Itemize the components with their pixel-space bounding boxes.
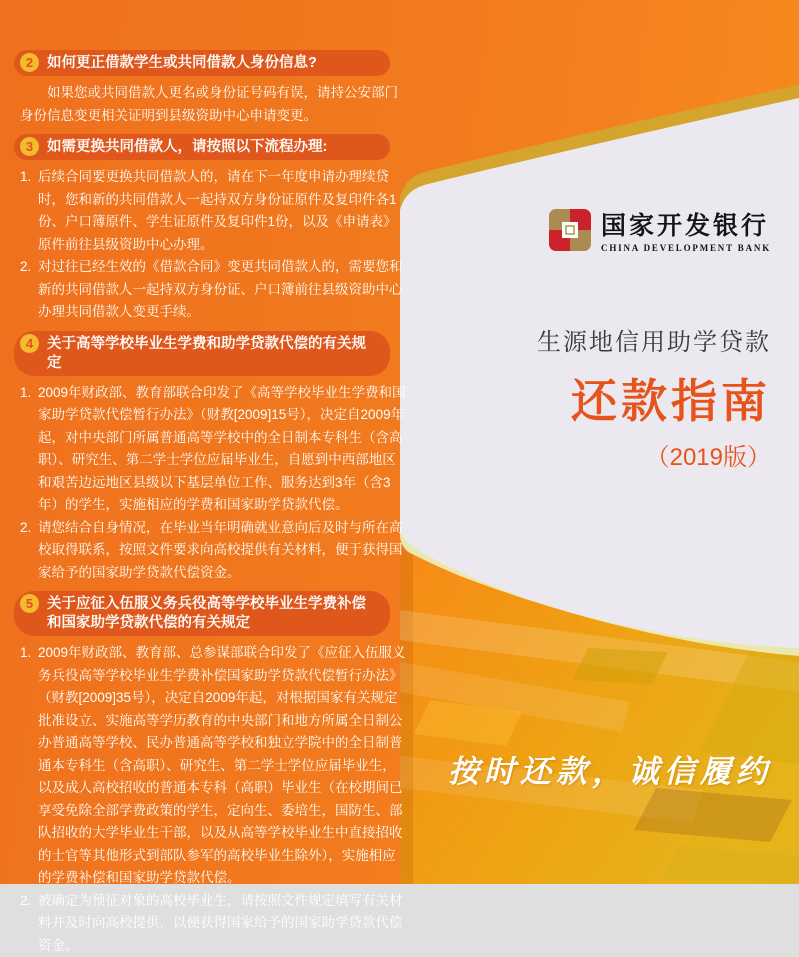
section-title: 如需更换共同借款人，请按照以下流程办理: bbox=[47, 137, 327, 157]
item-text: 2009年财政部、教育部联合印发了《高等学校毕业生学费和国家助学贷款代偿暂行办法》（财教[2009]15号），决定自2009年起，对中央部门所属普通高等学校中的全日制本专科生（含高职）、研究生、第二学士学位应届毕业生，自愿到中西部地区和艰苦边远地区县级以下基层单位工作、服务达到3年（含3年）的学生，实施相应的学费和国家助学贷款代偿。 bbox=[38, 382, 408, 517]
item-text: 被确定为预征对象的高校毕业生，请按照文件规定填写有关材料并及时向高校提供，以便获得国家给予的国家助学贷款代偿资金。 bbox=[38, 890, 408, 957]
list-item bbox=[20, 517, 408, 585]
section-title: 如何更正借款学生或共同借款人身份信息? bbox=[47, 53, 317, 73]
right-panel bbox=[400, 0, 799, 884]
list-item bbox=[20, 642, 408, 890]
section-identity-correction bbox=[14, 50, 408, 127]
item-text: 对过往已经生效的《借款合同》变更共同借款人的，需要您和新的共同借款人一起持双方身份证、户口簿前往县级资助中心办理共同借款人变更手续。 bbox=[38, 256, 408, 324]
bank-name-cn: 国家开发银行 bbox=[601, 206, 771, 242]
item-number: 1. bbox=[20, 166, 38, 256]
item-text: 2009年财政部、教育部、总参谋部联合印发了《应征入伍服义务兵役高等学校毕业生学费补偿国家助学贷款代偿暂行办法》（财教[2009]35号），决定自2009年起，对根据国家有关规定批准设立、实施高等学历教育的中央部门和地方所属全日制公办普通高等学校、民办普通高等学校和独立学院中的全日制普通本专科生（含高职）、研究生、第二学士学位应届毕业生，以及成人高校招收的普通本专科（高职）毕业生（在校期间已享受免除全部学费政策的学生，定向生、委培生，国防生、部队招收的大学毕业生干部，以及从高等学校毕业生中直接招收的士官等其他形式到部队参军的高校毕业生除外），实施相应的学费补偿和国家助学贷款代偿。 bbox=[38, 642, 408, 890]
list-item bbox=[20, 256, 408, 324]
section-body bbox=[14, 382, 408, 585]
section-header-bar bbox=[14, 331, 390, 376]
section-number-badge: 2 bbox=[20, 53, 39, 72]
cover-slogan: 按时还款，诚信履约 bbox=[430, 746, 790, 791]
cover-subtitle: 生源地信用助学贷款 bbox=[537, 322, 771, 357]
section-header-bar bbox=[14, 50, 390, 76]
section-coborrower-change bbox=[14, 134, 408, 324]
section-military-service-compensation bbox=[14, 591, 408, 957]
item-text: 后续合同要更换共同借款人的，请在下一年度申请办理续贷时，您和新的共同借款人一起持双方身份证原件及复印件各1份、户口簿原件、学生证原件及复印件1份，以及《申请表》原件前往县级资助中心办理。 bbox=[38, 166, 408, 256]
section-body bbox=[14, 82, 408, 127]
section-title: 关于应征入伍服义务兵役高等学校毕业生学费补偿和国家助学贷款代偿的有关规定 bbox=[47, 594, 380, 633]
section-body bbox=[14, 166, 408, 324]
item-number: 1. bbox=[20, 642, 38, 890]
item-number: 2. bbox=[20, 256, 38, 324]
cover-titles bbox=[537, 322, 771, 472]
bank-name-en: CHINA DEVELOPMENT BANK bbox=[601, 243, 771, 253]
item-number: 2. bbox=[20, 890, 38, 957]
section-graduate-compensation bbox=[14, 331, 408, 585]
cdb-logo-icon bbox=[549, 209, 591, 251]
section-number-badge: 3 bbox=[20, 137, 39, 156]
section-header-bar bbox=[14, 591, 390, 636]
section-header-bar bbox=[14, 134, 390, 160]
item-number: 1. bbox=[20, 382, 38, 517]
paragraph: 如果您或共同借款人更名或身份证号码有误，请持公安部门身份信息变更相关证明到县级资助中心申请变更。 bbox=[20, 82, 408, 127]
section-number-badge: 5 bbox=[20, 594, 39, 613]
left-panel bbox=[0, 0, 412, 884]
cover-title: 还款指南 bbox=[537, 365, 771, 431]
list-item bbox=[20, 890, 408, 957]
section-title: 关于高等学校毕业生学费和助学贷款代偿的有关规定 bbox=[47, 334, 380, 373]
item-text: 请您结合自身情况，在毕业当年明确就业意向后及时与所在高校取得联系，按照文件要求向高校提供有关材料，便于获得国家给予的国家助学贷款代偿资金。 bbox=[38, 517, 408, 585]
list-item bbox=[20, 382, 408, 517]
section-body bbox=[14, 642, 408, 957]
cdb-logo-text bbox=[601, 206, 771, 253]
cdb-logo bbox=[549, 206, 771, 253]
cover-edition: （2019版） bbox=[537, 437, 771, 472]
list-item bbox=[20, 166, 408, 256]
section-number-badge: 4 bbox=[20, 334, 39, 353]
item-number: 2. bbox=[20, 517, 38, 585]
